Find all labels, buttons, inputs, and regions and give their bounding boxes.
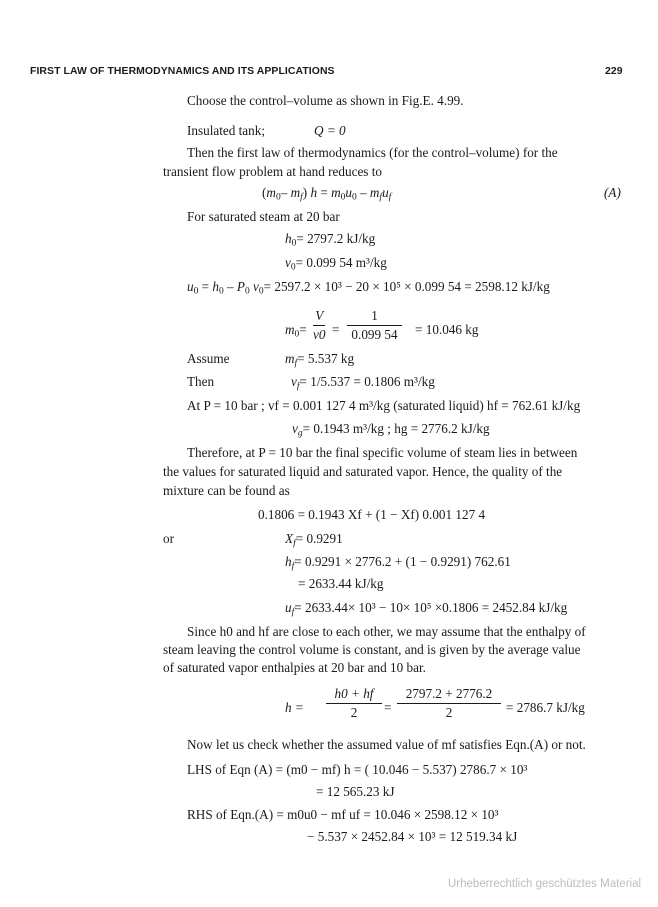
- vg-hg-value: 0.1943 m³/kg ; hg = 2776.2 kJ/kg: [313, 421, 490, 436]
- h-average-equals: =: [384, 700, 392, 715]
- h0-value: 2797.2 kJ/kg: [307, 231, 376, 246]
- h-average-fraction-2: [397, 687, 501, 720]
- assume-label: Assume: [187, 351, 230, 366]
- xf-value: 0.9291: [306, 531, 343, 546]
- then-label: Then: [187, 374, 215, 389]
- vg-hg-line: $v_g= 0.1943$ m³/kg ; hg = 2776.2 kJ/kg: [292, 421, 490, 439]
- uf-value: 2633.44× 10³ − 10× 10⁵ ×0.1806 = 2452.84 kJ/kg: [304, 600, 568, 615]
- equation-a-tag: (A): [604, 185, 621, 200]
- running-title: FIRST LAW OF THERMODYNAMICS AND ITS APPLICATIONS: [30, 66, 335, 77]
- h-average-fraction-1: [326, 687, 382, 720]
- quality-equation: 0.1806 = 0.1943 Xf + (1 − Xf) 0.001 127 4: [258, 507, 486, 522]
- vf-final-value: 1/5.537 = 0.1806 m³/kg: [310, 374, 435, 389]
- m0-fraction-2-denominator: 0.099 54: [351, 326, 398, 342]
- h-average-fraction-1-denominator: 2: [350, 704, 358, 720]
- m0-fraction-2-numerator: 1: [347, 309, 402, 326]
- mf-assumed: $m_f= 5.537$ kg: [285, 351, 355, 369]
- saturated-steam-line: For saturated steam at 20 bar: [187, 209, 340, 224]
- therefore-line-3: mixture can be found as: [163, 483, 290, 498]
- lhs-line: LHS of Eqn (A) = (m0 − mf) h = ( 10.046 − 5.537) 2786.7 × 10³: [187, 762, 528, 777]
- mf-assumed-value: 5.537 kg: [307, 351, 355, 366]
- or-label: or: [163, 531, 174, 546]
- hf-equation: $h_f= 0.9291 \times 2776.2 + (1 - 0.9291)$ 762.61: [285, 554, 511, 572]
- vf-final: $v_f= 1/5.537 = 0.1806$ m³/kg: [291, 374, 435, 392]
- m0-lhs: $m_0=$: [285, 322, 307, 340]
- uf-equation: $u_f= 2633.44\times 10^3 - 10\times 10^5 \times 0.1806 = 2452.84$ kJ/kg: [285, 600, 568, 618]
- therefore-line-2: the values for saturated liquid and saturated vapor. Hence, the quality of the: [163, 464, 563, 479]
- m0-fraction-1-numerator: V: [313, 309, 325, 326]
- xf-equation: $X_f= 0.9291$: [285, 531, 343, 549]
- choose-line: Choose the control–volume as shown in Fig.E. 4.99.: [187, 93, 464, 108]
- hf-expression: 0.9291 × 2776.2 + (1 − 0.9291) 762.61: [304, 554, 511, 569]
- h-average-lhs: h =: [285, 700, 304, 715]
- since-line-1: Since h0 and hf are close to each other, we may assume that the enthalpy of: [187, 624, 586, 639]
- hf-result: = 2633.44 kJ/kg: [298, 576, 384, 591]
- v0-equation: $v_0= 0.099$ 54 m³/kg: [285, 255, 387, 273]
- since-line-3: of saturated vapor enthalpies at 20 bar and 10 bar.: [163, 660, 426, 675]
- at-10-bar-line: At P = 10 bar ; vf = 0.001 127 4 m³/kg (saturated liquid) hf = 762.61 kJ/kg: [187, 398, 581, 413]
- since-line-2: steam leaving the control volume is constant, and is given by the average value: [163, 642, 581, 657]
- m0-equals: =: [332, 322, 340, 337]
- insulated-equation: Q = 0: [314, 123, 346, 138]
- h-average-fraction-1-numerator: h0 + hf: [326, 687, 382, 704]
- h-average-fraction-2-denominator: 2: [445, 704, 453, 720]
- page-number: 229: [605, 66, 623, 77]
- rhs-result: − 5.537 × 2452.84 × 10³ = 12 519.34 kJ: [307, 829, 518, 844]
- v0-value: 0.099 54 m³/kg: [306, 255, 387, 270]
- m0-fraction-2: [347, 309, 402, 342]
- m0-result: = 10.046 kg: [415, 322, 479, 337]
- h-average-fraction-2-numerator: 2797.2 + 2776.2: [397, 687, 501, 704]
- copyright-watermark: Urheberrechtlich geschütztes Material: [448, 878, 642, 890]
- equation-a: ($m_0-$ $m_f$) $h = m_0u_0 - m_fu_f$: [262, 185, 392, 203]
- rhs-line: RHS of Eqn.(A) = m0u0 − mf uf = 10.046 × 2598.12 × 10³: [187, 807, 499, 822]
- first-law-line-2: transient flow problem at hand reduces to: [163, 164, 382, 179]
- therefore-line-1: Therefore, at P = 10 bar the final specific volume of steam lies in between: [187, 445, 578, 460]
- m0-fraction-1: [313, 309, 325, 342]
- lhs-result: = 12 565.23 kJ: [316, 784, 395, 799]
- insulated-label: Insulated tank;: [187, 123, 266, 138]
- now-check-line: Now let us check whether the assumed value of mf satisfies Eqn.(A) or not.: [187, 737, 586, 752]
- h0-equation: $h_0= 2797.2$ kJ/kg: [285, 231, 376, 249]
- first-law-line-1: Then the first law of thermodynamics (for the control–volume) for the: [187, 145, 558, 160]
- u0-result: 2597.2 × 10³ − 20 × 10⁵ × 0.099 54 = 2598.12 kJ/kg: [274, 279, 550, 294]
- m0-fraction-1-denominator: v0: [313, 326, 326, 342]
- h-average-result: = 2786.7 kJ/kg: [506, 700, 585, 715]
- u0-equation: $u_0 = h_0 - P_0$ $v_0= 2597.2 \times 10^3 - 20 \times 10^5 \times 0.099$ 54 = 2598.12 kJ/kg: [187, 279, 550, 297]
